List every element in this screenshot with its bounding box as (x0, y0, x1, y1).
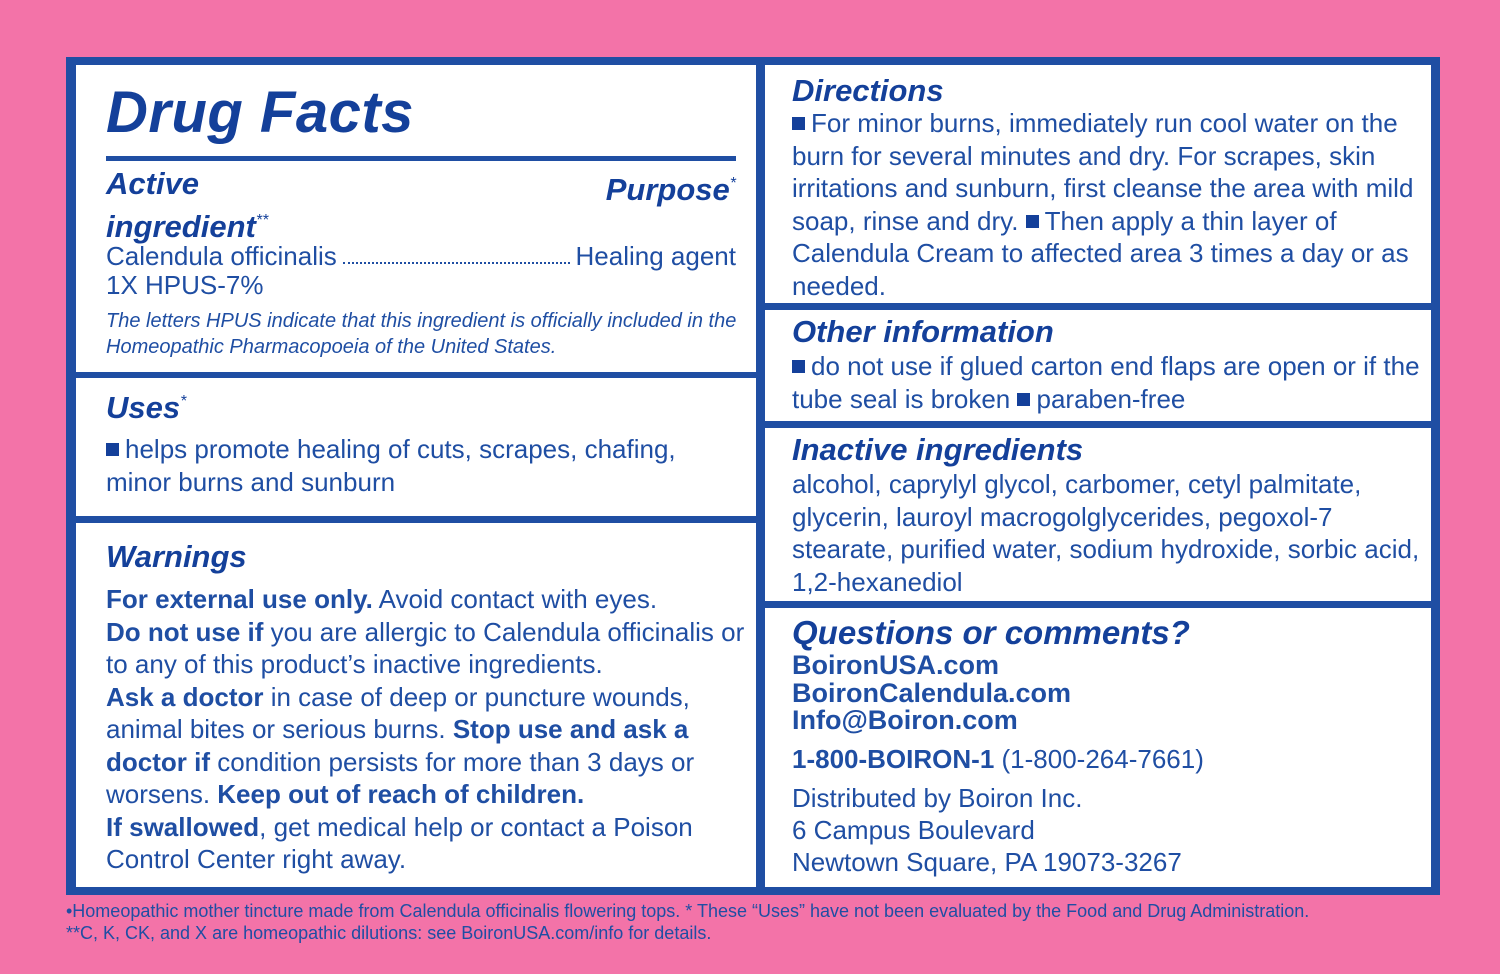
bullet-icon (106, 443, 119, 456)
bullet-icon (1017, 393, 1030, 406)
uses-heading (106, 390, 186, 426)
directions-step-2: Then apply a thin layer of Calendula Cream to affected area 3 times a day or as needed. (792, 205, 1409, 301)
footnote-2: **C, K, CK, and X are homeopathic dilutions: see BoironUSA.com/info for details. (66, 923, 712, 943)
warnings-heading: Warnings (106, 539, 247, 574)
phone-bold: 1-800-BOIRON-1 (792, 744, 995, 774)
external-use-bold: For external use only. (106, 584, 373, 614)
questions-heading: Questions or comments? (792, 614, 1190, 651)
active-ingredient-label: Active ingredient (106, 166, 256, 244)
address-line-3: Newtown Square, PA 19073-3267 (792, 847, 1182, 877)
uses-text (106, 433, 746, 498)
other-information-text (792, 350, 1422, 415)
uses-mark: * (180, 393, 187, 410)
ingredient-strength: 1X HPUS-7% (106, 270, 264, 300)
uses-item: helps promote healing of cuts, scrapes, chafing, minor burns and sunburn (106, 434, 676, 497)
purpose-label: Purpose (605, 172, 730, 207)
other-info-item-1: do not use if glued carton end flaps are open or if the tube seal is broken (792, 351, 1420, 414)
phone-number: (1-800-264-7661) (994, 744, 1204, 774)
if-swallowed-bold: If swallowed (106, 811, 260, 842)
purpose-heading (606, 165, 736, 208)
keep-out-bold: Keep out of reach of children. (217, 779, 585, 809)
inactive-ingredients-heading: Inactive ingredients (792, 432, 1084, 467)
do-not-use-text: you are allergic to Calendula officinalis or to any of this product’s inactive ingredients. (106, 616, 745, 679)
inactive-ingredients-text: alcohol, caprylyl glycol, carbomer, cetyl palmitate, glycerin, lauroyl macrogolglycerides, pegoxol-7 stearate, purified water, sodium hydroxide, sorbic acid, 1,2-hexanediol (792, 469, 1420, 597)
website-link-calendula[interactable]: BoironCalendula.com (792, 677, 1072, 708)
active-ingredient-heading (106, 165, 268, 245)
ask-doctor-bold: Ask a doctor (106, 681, 264, 712)
external-use-text: Avoid contact with eyes. (372, 584, 658, 614)
other-information-heading: Other information (792, 314, 1054, 349)
ask-doctor-text: in case of deep or puncture wounds, animal bites or serious burns. (106, 681, 690, 744)
footnotes (66, 900, 1476, 944)
directions-step-1: For minor burns, immediately run cool water on the burn for several minutes and dry. For scrapes, skin irritations and sunburn, first cleanse the area with mild soap, rinse and dry. (792, 108, 1414, 236)
inactive-ingredients-panel (765, 428, 1431, 601)
leader-dots (343, 241, 570, 264)
footnote-1: •Homeopathic mother tincture made from Calendula officinalis flowering tops. * These “Uses” have not been evaluated by the Food and Drug Administration. (66, 901, 1310, 921)
stop-use-bold: Stop use and ask a doctor if (106, 714, 689, 777)
drug-facts-label (66, 57, 1440, 895)
bullet-icon (792, 360, 805, 373)
stop-use-text: condition persists for more than 3 days or worsens. (106, 746, 695, 809)
uses-heading-text: Uses (106, 390, 181, 425)
distributor-address (792, 782, 1182, 878)
ingredient-purpose: Healing agent (575, 241, 736, 271)
purpose-mark: * (729, 175, 736, 192)
website-link-boironusa[interactable]: BoironUSA.com (792, 650, 1000, 680)
warnings-panel (76, 523, 756, 887)
do-not-use-bold: Do not use if (106, 616, 264, 647)
bullet-icon (792, 117, 805, 130)
active-ingredient-mark: ** (255, 212, 269, 229)
address-line-1: Distributed by Boiron Inc. (792, 783, 1083, 813)
other-info-item-2: paraben-free (1036, 383, 1186, 414)
directions-panel (765, 65, 1431, 303)
title-rule (106, 156, 736, 161)
drug-facts-title: Drug Facts (106, 80, 414, 145)
if-swallowed-text: , get medical help or contact a Poison Control Center right away. (106, 811, 693, 874)
phone-line (792, 744, 1204, 775)
address-line-2: 6 Campus Boulevard (792, 815, 1035, 845)
directions-text (792, 107, 1422, 302)
warnings-text (106, 583, 746, 876)
contact-links (792, 652, 1071, 735)
email-link[interactable]: Info@Boiron.com (792, 705, 1018, 735)
other-information-panel (765, 310, 1431, 421)
ingredient-name: Calendula officinalis (106, 241, 337, 271)
drug-facts-panel (76, 65, 756, 372)
uses-panel (76, 378, 756, 516)
ingredient-row (106, 241, 736, 272)
questions-panel (765, 608, 1431, 887)
bullet-icon (1026, 215, 1039, 228)
hpus-note: The letters HPUS indicate that this ingredient is officially included in the Homeopathic Pharmacopoeia of the United States. (106, 310, 737, 358)
directions-heading: Directions (792, 73, 944, 108)
